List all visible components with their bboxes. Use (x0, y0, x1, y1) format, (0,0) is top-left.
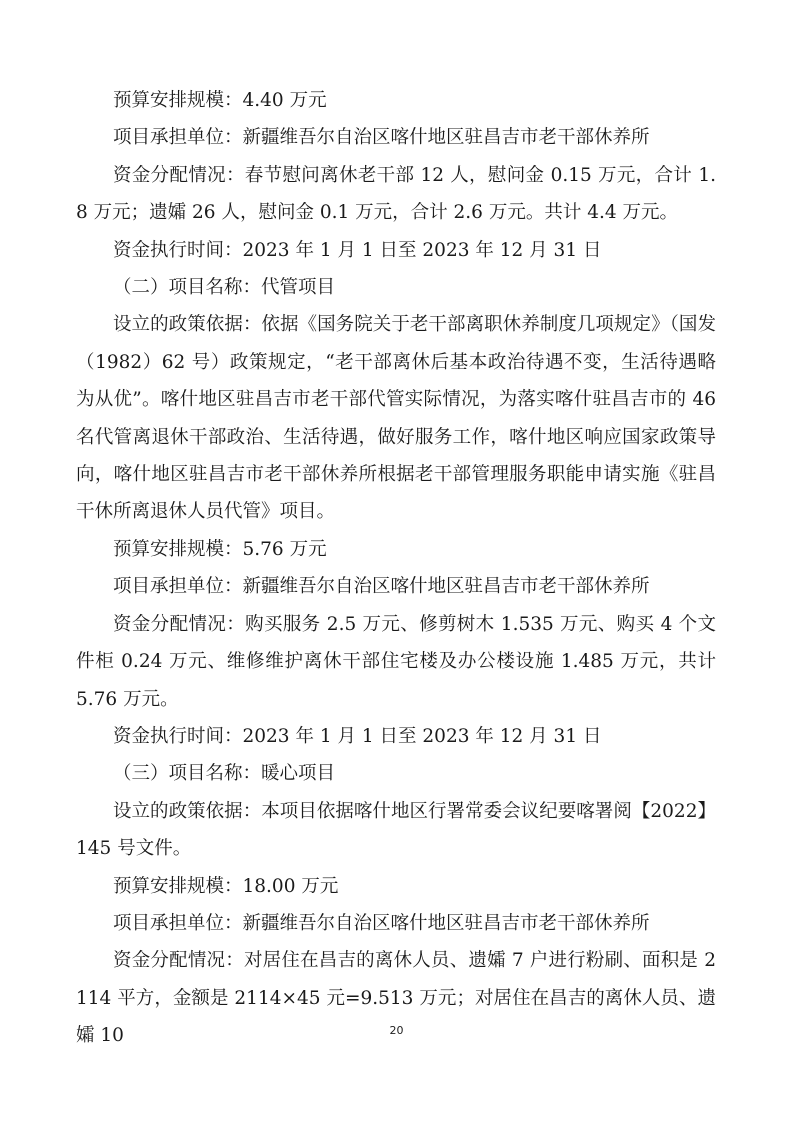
fund-allocation-2: 资金分配情况：购买服务 2.5 万元、修剪树木 1.535 万元、购买 4 个文件柜 0.24 万元、维修维护离休干部住宅楼及办公楼设施 1.485 万元，共计 5.76 万元。 (76, 613, 716, 710)
execution-time-1: 资金执行时间：2023 年 1 月 1 日至 2023 年 12 月 31 日 (113, 239, 602, 261)
responsible-unit-3: 项目承担单位：新疆维吾尔自治区喀什地区驻昌吉市老干部休养所 (113, 912, 650, 934)
budget-scale-2: 预算安排规模：5.76 万元 (113, 538, 327, 560)
fund-allocation-3: 资金分配情况：对居住在昌吉的离休人员、遗孀 7 户进行粉刷、面积是 2114 平方，金额是 2114×45 元=9.513 万元；对居住在昌吉的离休人员、遗孀 10 (76, 950, 716, 1047)
document-body (76, 82, 716, 1055)
policy-basis-2: 设立的政策依据：依据《国务院关于老干部离职休养制度几项规定》（国发（1982）62 号）政策规定，“老干部离休后基本政治待遇不变，生活待遇略为从优”。喀什地区驻昌吉市老干部代管实际情况，为落实喀什驻昌吉市的 46 名代管离退休干部政治、生活待遇，做好服务工作，喀什地区响应国家政策导向，喀什地区驻昌吉市老干部休养所根据老干部管理服务职能申请实施《驻昌干休所离退休人员代管》项目。 (76, 314, 716, 523)
execution-time-2: 资金执行时间：2023 年 1 月 1 日至 2023 年 12 月 31 日 (113, 725, 602, 747)
responsible-unit-1: 项目承担单位：新疆维吾尔自治区喀什地区驻昌吉市老干部休养所 (113, 127, 650, 149)
budget-scale-3: 预算安排规模：18.00 万元 (113, 875, 339, 897)
section-heading-2: （二）项目名称：代管项目 (113, 277, 336, 299)
budget-scale-1: 预算安排规模：4.40 万元 (113, 90, 327, 111)
policy-basis-3: 设立的政策依据：本项目依据喀什地区行署常委会议纪要喀署阅【2022】145 号文件。 (76, 800, 716, 860)
section-heading-3: （三）项目名称：暖心项目 (113, 763, 336, 785)
fund-allocation-1: 资金分配情况：春节慰问离休老干部 12 人，慰问金 0.15 万元，合计 1.8 万元；遗孀 26 人，慰问金 0.1 万元，合计 2.6 万元。共计 4.4 万元。 (76, 164, 716, 224)
page-number: 20 (389, 1024, 404, 1037)
responsible-unit-2: 项目承担单位：新疆维吾尔自治区喀什地区驻昌吉市老干部休养所 (113, 576, 650, 598)
